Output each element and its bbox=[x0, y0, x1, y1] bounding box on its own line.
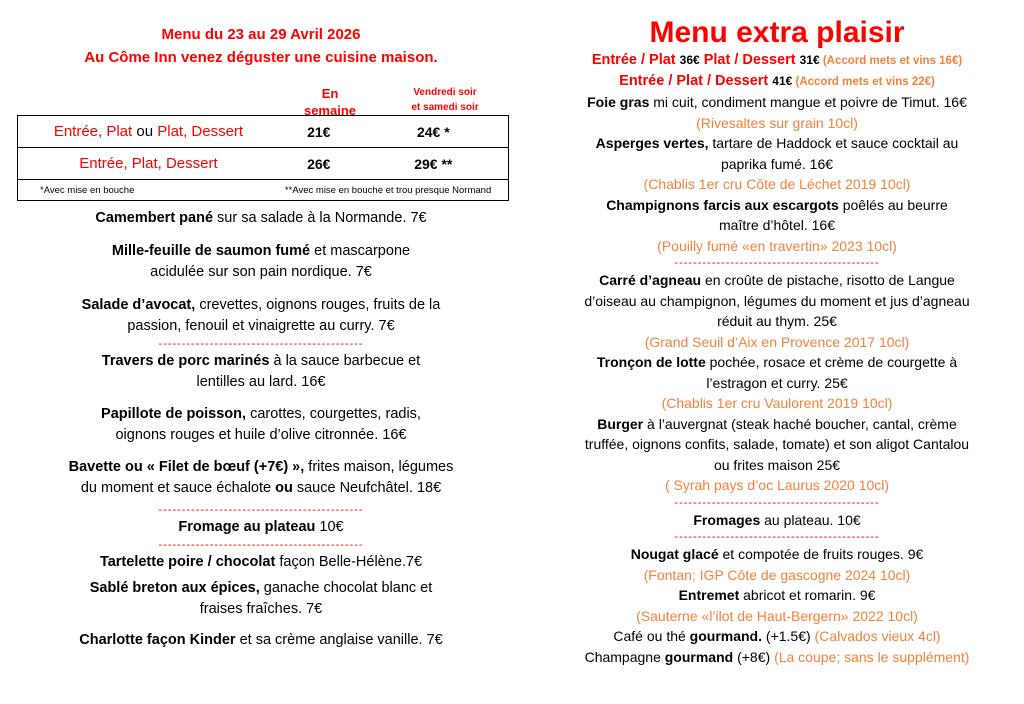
dish-desc: crevettes, oignons rouges, fruits de la bbox=[195, 297, 441, 313]
dish-fromages bbox=[535, 510, 1019, 531]
dish-desc: (+8€) bbox=[733, 648, 775, 665]
dish-desc-line2: fraises fraîches. 7€ bbox=[199, 601, 323, 617]
dish-desc-line3: ou frites maison 25€ bbox=[713, 456, 841, 473]
dish-price: 10€ bbox=[315, 519, 344, 535]
dish-desc: ganache chocolat blanc et bbox=[259, 580, 433, 596]
separator: -------------------------------------------- bbox=[674, 531, 880, 543]
extra-formula-2 bbox=[535, 71, 1019, 92]
dish-foie-gras bbox=[535, 92, 1019, 113]
wine-suggestion: (Pouilly fumé «en travertin» 2023 10cl) bbox=[657, 237, 897, 254]
formula-price-table bbox=[17, 115, 509, 201]
formula-price: 41€ bbox=[772, 74, 793, 88]
dish-prefix: Champagne bbox=[584, 648, 665, 665]
dish-name: Papillote de poisson, bbox=[101, 406, 247, 422]
price-column-headers bbox=[10, 69, 512, 118]
right-menu bbox=[535, 0, 1019, 667]
dish-charlotte bbox=[10, 630, 512, 651]
dish-name: Tartelette poire / chocolat bbox=[99, 554, 276, 570]
formula-label bbox=[18, 116, 279, 148]
dish-desc: carottes, courgettes, radis, bbox=[246, 406, 421, 422]
extra-menu-title: Menu extra plaisir bbox=[649, 16, 905, 49]
dish-desc-line2: paprika fumé. 16€ bbox=[720, 155, 834, 172]
wine-suggestion: ( Syrah pays d’oc Laurus 2020 10cl) bbox=[664, 477, 890, 493]
note-1: *Avec mise en bouche bbox=[40, 184, 135, 196]
dish-desc-line2: oignons rouges et huile d’olive citronnée. 16€ bbox=[115, 427, 407, 443]
dish-cafe-gourmand bbox=[535, 626, 1019, 647]
dish-name: Burger bbox=[597, 415, 644, 432]
dish-name: Bavette ou « Filet de bœuf (+7€) », bbox=[68, 459, 305, 475]
col-header-weekend-line1: Vendredi soir bbox=[413, 87, 477, 98]
dish-papillote bbox=[10, 404, 512, 446]
dish-desc: à la sauce barbecue et bbox=[269, 353, 421, 369]
dish-desc: pochée, rosace et crème de courgette à bbox=[705, 354, 958, 370]
col-header-semaine bbox=[300, 85, 360, 119]
col-header-weekend bbox=[390, 85, 500, 115]
dish-name: Champignons farcis aux escargots bbox=[606, 196, 839, 213]
dish-name: Tronçon de lotte bbox=[596, 354, 706, 370]
dish-desc: et mascarpone bbox=[310, 243, 411, 259]
dish-desc-line2: l’estragon et curry. 25€ bbox=[706, 374, 848, 391]
formula-notes bbox=[18, 180, 509, 201]
formula-plat-dessert: Plat, Dessert bbox=[157, 123, 244, 140]
dish-desc: et sa crème anglaise vanille. 7€ bbox=[235, 632, 443, 648]
wine-suggestion: (Grand Seuil d’Aix en Provence 2017 10cl) bbox=[644, 333, 910, 350]
dish-desc: abricot et romarin. 9€ bbox=[739, 587, 876, 603]
formula-price: 31€ bbox=[799, 53, 820, 67]
dish-name: Fromages bbox=[693, 511, 761, 528]
col-header-semaine-line2: semaine bbox=[303, 103, 357, 118]
dish-travers-porc bbox=[10, 351, 512, 393]
dish-name: Carré d’agneau bbox=[599, 272, 702, 288]
formula-row bbox=[18, 148, 509, 180]
dish-nougat bbox=[535, 544, 1019, 565]
wine-suggestion: (Rivesaltes sur grain 10cl) bbox=[696, 114, 858, 131]
price-week: 26€ bbox=[279, 148, 359, 180]
dish-desc: mi cuit, condiment mangue et poivre de Timut. 16€ bbox=[649, 94, 967, 110]
separator: -------------------------------------------- bbox=[158, 504, 364, 516]
menu-week-title: Menu du 23 au 29 Avril 2026 bbox=[161, 26, 361, 43]
dish-name: Travers de porc marinés bbox=[101, 353, 270, 369]
dish-desc-line2: truffée, oignons confits, salade, tomate) et son aligot Cantalou bbox=[584, 436, 970, 452]
dish-desc: façon Belle-Hélène.7€ bbox=[275, 554, 423, 570]
dish-bavette bbox=[10, 457, 512, 499]
dish-desc: (+1.5€) bbox=[762, 628, 815, 644]
dish-desc-line2: passion, fenouil et vinaigrette au curry. 7€ bbox=[127, 318, 395, 334]
separator: -------------------------------------------- bbox=[674, 496, 880, 509]
dish-salade-avocat bbox=[10, 295, 512, 337]
wine-pairing-price: (Accord mets et vins 16€) bbox=[819, 55, 963, 67]
dish-sable-breton bbox=[10, 578, 512, 620]
dish-desc-line2: acidulée sur son pain nordique. 7€ bbox=[150, 264, 372, 280]
price-weekend: 24€ * bbox=[359, 116, 509, 148]
formula-label: Entrée, Plat, Dessert bbox=[18, 148, 279, 180]
dish-desc-line2a: du moment et sauce échalote bbox=[80, 480, 276, 496]
dish-name: Asperges vertes, bbox=[595, 135, 709, 151]
left-menu bbox=[10, 0, 512, 651]
formula-entree-plat: Entrée, Plat bbox=[53, 123, 133, 140]
dish-name: Camembert pané bbox=[95, 210, 214, 226]
extra-formula-1 bbox=[535, 50, 1019, 71]
dish-millefeuille bbox=[10, 241, 512, 283]
dish-desc: sur sa salade à la Normande. 7€ bbox=[213, 210, 427, 226]
wine-pairing-price: (Accord mets et vins 22€) bbox=[792, 76, 935, 88]
wine-suggestion: (Sauterne «l’ilot de Haut-Bergern» 2022 10cl) bbox=[636, 607, 918, 624]
price-weekend: 29€ ** bbox=[359, 148, 509, 180]
formula-row bbox=[18, 116, 509, 148]
dish-prefix: Café ou thé bbox=[613, 628, 690, 644]
dish-fromage bbox=[10, 517, 512, 538]
dish-camembert bbox=[10, 208, 512, 229]
dish-name: Mille-feuille de saumon fumé bbox=[111, 243, 311, 259]
dish-desc-line2: d’oiseau au champignon, légumes du moment et jus d’agneau bbox=[584, 292, 970, 309]
dish-name: Charlotte façon Kinder bbox=[79, 632, 236, 648]
formula-entree-plat-dessert: Entrée / Plat / Dessert bbox=[619, 73, 773, 89]
col-header-weekend-line2: et samedi soir bbox=[411, 102, 479, 113]
note-2: **Avec mise en bouche et trou presque Normand bbox=[284, 184, 492, 196]
dish-desc: poêlés au beurre bbox=[838, 196, 948, 213]
dish-burger bbox=[535, 414, 1019, 476]
dish-name: Foie gras bbox=[587, 94, 650, 110]
wine-suggestion: (Fontan; IGP Côte de gascogne 2024 10cl) bbox=[643, 566, 911, 583]
wine-suggestion: (Chablis 1er cru Côte de Léchet 2019 10cl) bbox=[643, 176, 911, 192]
dish-desc: et compotée de fruits rouges. 9€ bbox=[718, 546, 924, 562]
separator: -------------------------------------------- bbox=[158, 338, 364, 350]
dish-desc: tartare de Haddock et sauce cocktail au bbox=[708, 135, 959, 151]
formula-entree-plat: Entrée / Plat bbox=[591, 52, 680, 68]
dish-desc: au plateau. 10€ bbox=[760, 511, 861, 528]
col-header-semaine-line1: En bbox=[321, 86, 339, 101]
wine-suggestion: (Calvados vieux 4cl) bbox=[814, 628, 941, 644]
dish-name: gourmand. bbox=[689, 628, 763, 644]
dish-desc-line3: réduit au thym. 25€ bbox=[717, 313, 837, 329]
dish-desc: à l’auvergnat (steak haché boucher, cantal, crème bbox=[643, 415, 957, 432]
dish-name: Salade d’avocat, bbox=[81, 297, 196, 313]
wine-suggestion: (Chablis 1er cru Vaulorent 2019 10cl) bbox=[661, 395, 893, 411]
dish-entremet bbox=[535, 585, 1019, 606]
formula-price: 36€ bbox=[679, 53, 700, 67]
dish-desc-line2: lentilles au lard. 16€ bbox=[196, 374, 326, 390]
dish-lotte bbox=[535, 352, 1019, 393]
separator: -------------------------------------------- bbox=[158, 539, 364, 551]
dish-carre-agneau bbox=[535, 270, 1019, 332]
dish-name: Fromage au plateau bbox=[178, 519, 316, 535]
separator: -------------------------------------------- bbox=[674, 257, 880, 269]
dish-name: Sablé breton aux épices, bbox=[89, 580, 260, 596]
formula-plat-dessert: Plat / Dessert bbox=[699, 52, 800, 68]
dish-asperges bbox=[535, 133, 1019, 174]
menu-week-subtitle: Au Côme Inn venez déguster une cuisine maison. bbox=[84, 49, 438, 66]
dish-desc-line2c: sauce Neufchâtel. 18€ bbox=[292, 480, 442, 496]
dish-tartelette bbox=[10, 552, 512, 573]
dish-desc-or: ou bbox=[275, 480, 293, 496]
formula-or: ou bbox=[132, 123, 158, 140]
dish-champignons bbox=[535, 195, 1019, 236]
dish-name: Entremet bbox=[678, 587, 740, 603]
dish-desc: frites maison, légumes bbox=[304, 459, 454, 475]
wine-suggestion: (La coupe; sans le supplément) bbox=[774, 648, 970, 665]
price-week: 21€ bbox=[279, 116, 359, 148]
dish-champagne-gourmand bbox=[535, 647, 1019, 668]
dish-desc: en croûte de pistache, risotto de Langue bbox=[701, 272, 955, 288]
dish-name: gourmand bbox=[664, 648, 734, 665]
dish-desc-line2: maître d’hôtel. 16€ bbox=[719, 217, 835, 233]
dish-name: Nougat glacé bbox=[630, 546, 719, 562]
